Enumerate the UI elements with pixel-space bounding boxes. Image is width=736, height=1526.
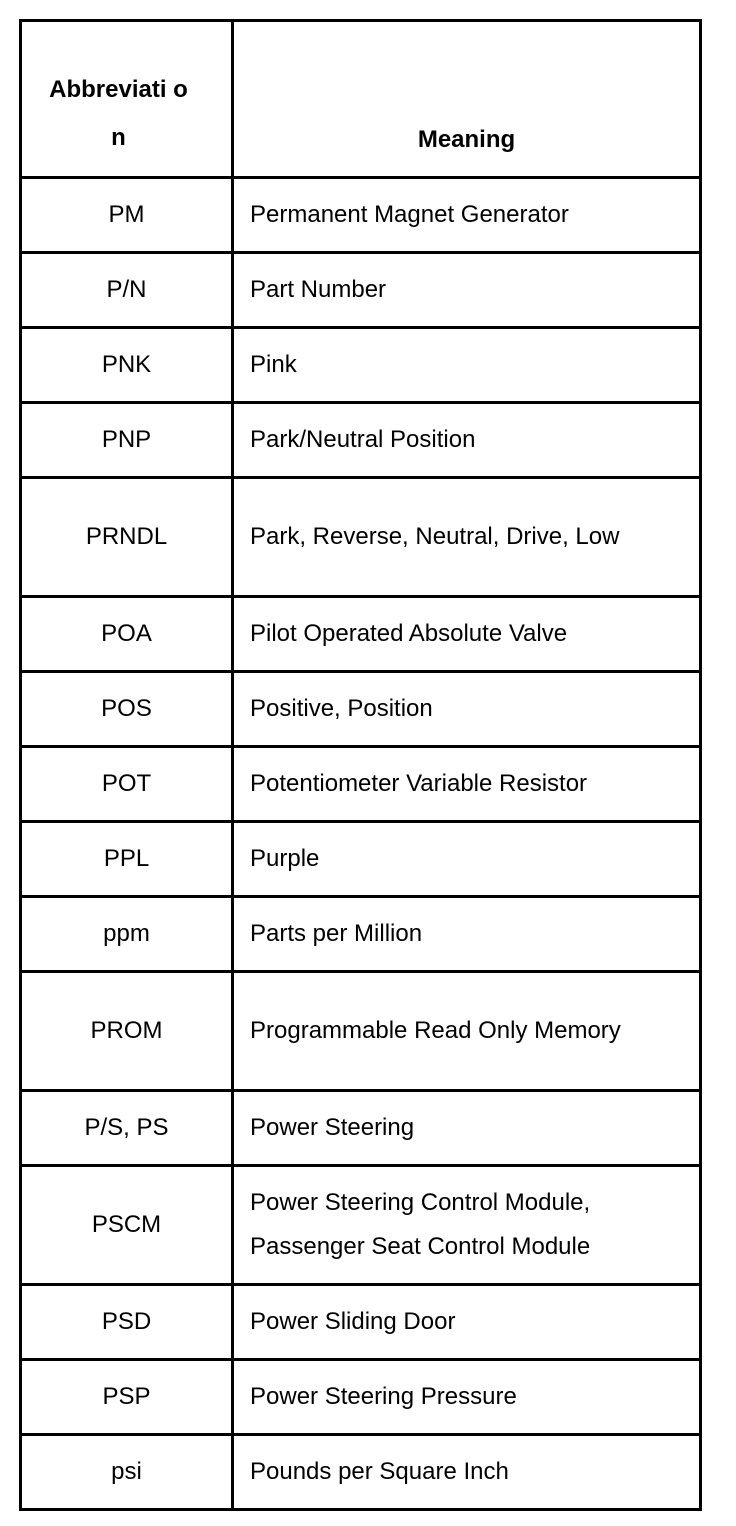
- table-row: [21, 403, 701, 478]
- meaning-cell: Pilot Operated Absolute Valve: [233, 597, 701, 672]
- table-row: [21, 1285, 701, 1360]
- meaning-cell: Park, Reverse, Neutral, Drive, Low: [233, 478, 701, 597]
- abbreviation-cell: PSP: [21, 1360, 233, 1435]
- meaning-cell: Power Steering Pressure: [233, 1360, 701, 1435]
- table-row: [21, 1091, 701, 1166]
- abbreviation-cell: PNK: [21, 328, 233, 403]
- abbreviation-cell: PNP: [21, 403, 233, 478]
- abbreviation-cell: PRNDL: [21, 478, 233, 597]
- table-row: [21, 822, 701, 897]
- meaning-cell: Power Sliding Door: [233, 1285, 701, 1360]
- abbreviation-cell: POS: [21, 672, 233, 747]
- meaning-cell: Potentiometer Variable Resistor: [233, 747, 701, 822]
- abbreviation-cell: PSD: [21, 1285, 233, 1360]
- meaning-cell: Parts per Million: [233, 897, 701, 972]
- table-row: [21, 1435, 701, 1510]
- abbreviation-cell: P/S, PS: [21, 1091, 233, 1166]
- abbreviation-cell: PPL: [21, 822, 233, 897]
- meaning-cell: Part Number: [233, 253, 701, 328]
- abbreviation-cell: POT: [21, 747, 233, 822]
- table-row: [21, 972, 701, 1091]
- table-row: [21, 597, 701, 672]
- meaning-cell: Power Steering: [233, 1091, 701, 1166]
- table-row: [21, 672, 701, 747]
- table-row: [21, 178, 701, 253]
- meaning-cell: Programmable Read Only Memory: [233, 972, 701, 1091]
- table-row: [21, 328, 701, 403]
- abbreviation-column-header: Abbreviati on: [21, 21, 233, 178]
- table-row: [21, 1360, 701, 1435]
- table-row: [21, 897, 701, 972]
- table-row: [21, 1166, 701, 1285]
- meaning-column-header: Meaning: [233, 21, 701, 178]
- meaning-cell: Permanent Magnet Generator: [233, 178, 701, 253]
- meaning-cell: Power Steering Control Module, Passenger Seat Control Module: [233, 1166, 701, 1285]
- table-row: [21, 253, 701, 328]
- meaning-cell: Park/Neutral Position: [233, 403, 701, 478]
- abbreviation-cell: P/N: [21, 253, 233, 328]
- abbreviation-cell: POA: [21, 597, 233, 672]
- abbreviation-cell: PROM: [21, 972, 233, 1091]
- meaning-cell: Pounds per Square Inch: [233, 1435, 701, 1510]
- meaning-cell: Purple: [233, 822, 701, 897]
- abbreviation-cell: PM: [21, 178, 233, 253]
- meaning-cell: Pink: [233, 328, 701, 403]
- abbreviation-cell: PSCM: [21, 1166, 233, 1285]
- meaning-cell: Positive, Position: [233, 672, 701, 747]
- table-row: [21, 747, 701, 822]
- table-header-row: [21, 21, 701, 178]
- abbreviation-cell: ppm: [21, 897, 233, 972]
- abbreviation-table: [19, 19, 702, 1511]
- abbreviation-table-container: [19, 19, 699, 1511]
- abbreviation-cell: psi: [21, 1435, 233, 1510]
- table-row: [21, 478, 701, 597]
